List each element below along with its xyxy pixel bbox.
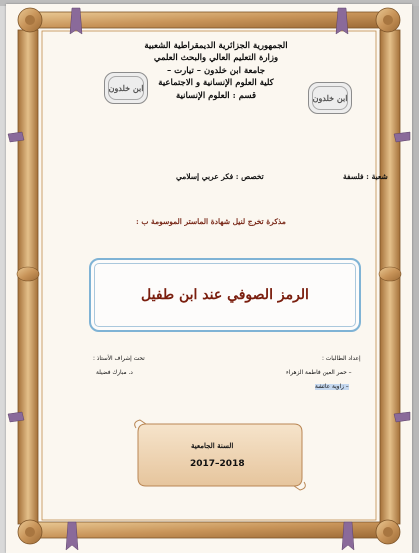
page-shadow	[412, 6, 419, 553]
university-logo-right	[308, 82, 352, 114]
logo-text: ابن خلدون	[108, 76, 144, 100]
memo-statement: مذكرة تخرج لنيل شهادة الماستر الموسومة ب :	[136, 217, 286, 226]
header-line: جامعة ابن خلدون – تيارت –	[166, 65, 266, 76]
header-line: قسم : العلوم الإنسانية	[175, 90, 257, 101]
document-page	[6, 4, 412, 553]
thesis-title: الرمز الصوفي عند ابن طفيل	[141, 287, 309, 303]
header-line: الجمهورية الجزائرية الديمقراطية الشعبية	[144, 41, 288, 51]
student-name: – حمر العين فاطمة الزهراء	[286, 370, 352, 376]
academic-year-label: السنة الجامعية	[191, 441, 234, 450]
supervision-label: تحت إشراف الأستاذ :	[93, 356, 145, 362]
student-name: – زاوية عائشة	[315, 384, 349, 390]
header-line: كلية العلوم الإنسانية و الاجتماعية	[158, 78, 274, 89]
logo-text: ابن خلدون	[312, 86, 348, 110]
header-line: وزارة التعليم العالي والبحث العلمي	[153, 53, 279, 64]
university-logo-left	[104, 72, 148, 104]
year-scroll-shape	[135, 420, 306, 490]
thesis-title-box	[89, 258, 361, 332]
academic-years: 2017–2018	[190, 459, 245, 469]
preparation-label: إعداد الطالبات :	[322, 356, 361, 362]
supervisor-name: د. مبارك فضيلة	[96, 370, 133, 376]
specialty-label: تخصص : فكر عربي إسلامي	[176, 172, 264, 181]
branch-label: شعبة : فلسفة	[343, 172, 388, 181]
